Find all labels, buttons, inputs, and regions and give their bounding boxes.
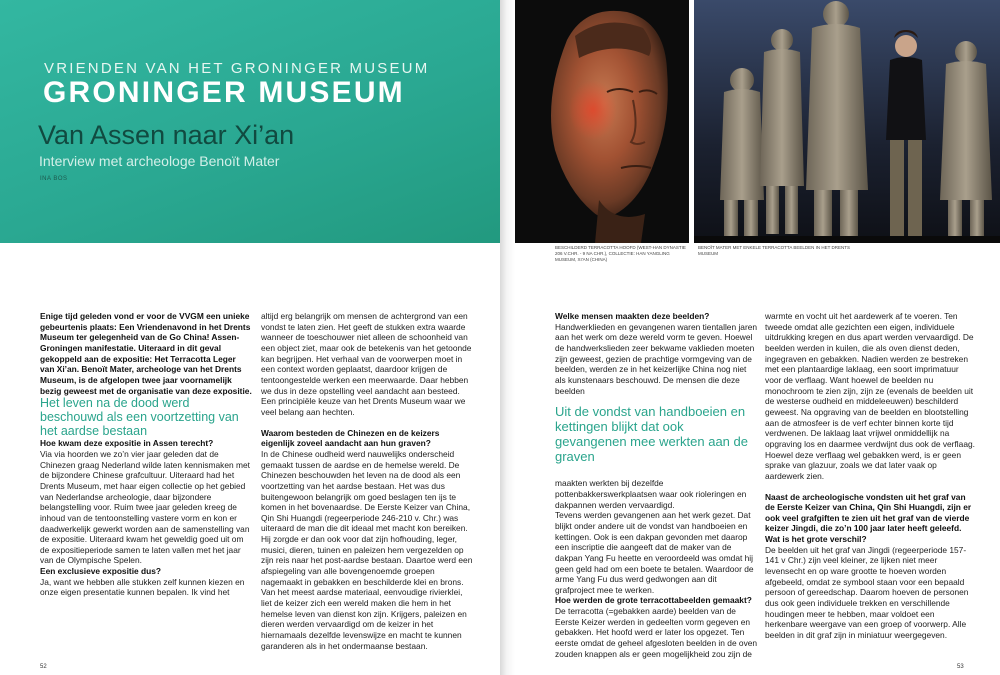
question-heading: Hoe kwam deze expositie in Assen terecht? [40,438,214,449]
question-heading: Een exclusieve expositie dus? [40,566,162,577]
body-paragraph: Tevens werden gevangenen aan het werk gezet. Dat blijkt onder andere uit de vondst van handboeien en kettingen. Ook is een dakpan gevonden met daarop een inscriptie die aangeeft dat de maker van de dakpan Yang Fu heette en veroordeeld was omdat hij geen geld had om een boete te betalen. Waardoor de arme Yang Fu dus werd gedwongen aan dit grafproject mee te werken. [555,510,754,595]
pull-quote: Uit de vondst van handboeien en kettingen blijkt dat ook gevangenen mee werkten aan de graven [555,404,748,465]
article-subtitle: Interview met archeologe Benoït Mater [39,153,280,169]
page-gutter [500,0,515,675]
answer-paragraph: In de Chinese oudheid werd nauwelijks onderscheid gemaakt tussen de aardse en de hemelse wereld. De Chinezen beschouwden het leven na de dood als een voortzetting van het aardse bestaan. Het was dus buitengewoon belangrijk om goed beslagen ten ijs te komen in het bovenaardse. De Eerste Keizer van China, Qin Shi Huangdi (regeerperiode 246-210 v. Chr.) was uiteraard de man die dit ideaal met macht kon bereiken. Hij zorgde er dan ook voor dat zijn hofhouding, leger, musici, dieren, tuinen en paleizen hem vergezelden op zijn reis naar het post-aardse bestaan. Daartoe werd een afspiegeling van alle bovengenoemde groepen nagemaakt in gebakken en beschilderde klei en brons. Van het meest aardse materiaal, eenvoudige rivierklei, liet de keizer zich een wereld maken die hem in het hemelse leven van dienst kon zijn. Krijgers, paleizen en dieren werden vervaardigd om de keizer in het hiernamaals dezelfde levenswijze en macht te kunnen garanderen als in het ondermaanse bestaan. [261,448,473,651]
photo-caption-head: BESCHILDERD TERRACOTTA HOOFD (WEST-HAN DYNASTIE 206 V.CHR. - 9 NA CHR.), COLLECTIE: HAN YANGLING MUSEUM, XI'AN (CHINA) [555,245,686,262]
author-byline: INA BOS [40,176,68,182]
warriors-image [694,0,1000,243]
question-heading: Welke mensen maakten deze beelden? [555,311,710,321]
terracotta-head-image [515,0,689,243]
answer-paragraph: De terracotta (=gebakken aarde) beelden van de Eerste Keizer werden in gedeelten vorm gegeven en gebakken. Het hoofd werd er later los opgezet. Ten eerste omdat de geheel afgesloten beelden in de oven zouden knappen als er geen mogelijkheid zou zijn de [555,606,758,659]
terracotta-head-photo [515,0,689,243]
answer-paragraph: Handwerklieden en gevangenen waren tientallen jaren aan het werk om deze wereld vorm te geven. Hoewel de handwerkslieden zeer bekwame vaklieden moeten zijn geweest, gezien de prachtige vormgeving van de beelden, werden ze in het keizerlijke China nog niet als kunstenaars beschouwd. De mensen die deze beelden [555,321,758,396]
question-heading: Waarom besteden de Chinezen en de keizers eigenlijk zoveel aandacht aan hun graven? [261,427,440,449]
answer-paragraph: De beelden uit het graf van Jingdi (regeerperiode 157-141 v Chr.) zijn veel kleiner, ze lijken niet meer levensecht en op ware grootte te hoeven worden afgebeeld, omdat ze symbool staan voor een bepaald persoon of gereedschap. Daarom hoeven de personen dus ook geen individuele trekken en verschillende houdingen meer te hebben, maar voldoet een herkenbare weergave van een groep of voorwerp. Alle beelden in dit graf zijn in miniatuur weergegeven. [765,544,969,641]
text-column-1 [40,311,252,598]
body-paragraph: warmte en vocht uit het aardewerk af te voeren. Ten tweede omdat alle gezichten een eigen, individuele uitdrukking kregen en dus apart werden vervaardigd. De beelden werden in kuilen, die als oven dienst deden, ingegraven en gebakken. Nadien werden ze bestreken met een plantaardige laklaag, een soort imprimatuur voor de verflaag. Want hoewel de beelden nu monochroom te zien zijn, zijn ze (evenals de beelden uit de westerse oudheid en middeleeuwen) beschilderd geweest. Na opgraving van de beelden en blootstelling aan de atmosfeer is de verf echter binnen korte tijd verdwenen. De laklaag laat vrijwel onmiddellijk na opgraving los en daarmee verdwijnt dus ook de verflaag. Hoewel deze verflaag wel gebakken werd, is er geen sprake van glazuur, zoals we dat later vaak op aardewerk zien. [765,311,975,481]
answer-paragraph: Via via hoorden we zo’n vier jaar geleden dat de Chinezen graag Nederland wilde laten kennismaken met de bijzondere Chinese grafcultuur. Uiteraard had het Drents Museum, met haar eigen collectie op het gebied van Nederlandse archeologie, daar bijzondere belangstelling voor. Ruim twee jaar geleden kreeg de inhoud van de tentoonstelling vastere vorm en kon er daadwerkelijk gewerkt worden aan de samenstelling van de expositie. Uiteraard kwam het geweldig goed uit om de expositieperiode samen te laten vallen met het jaar van de Olympische Spelen. [40,448,250,566]
photo-caption-warriors: BENOÏT MATER MET ENKELE TERRACOTTA BEELDEN IN HET DRENTS MUSEUM [698,245,851,256]
supertitle: VRIENDEN VAN HET GRONINGER MUSEUM [44,60,430,77]
header-banner [0,0,500,243]
text-column-4 [765,311,975,641]
question-heading: Hoe werden de grote terracottabeelden gemaakt? [555,595,752,606]
museum-name: GRONINGER MUSEUM [43,76,405,109]
text-column-2 [261,311,474,651]
body-paragraph: maakten werkten bij dezelfde pottenbakkerswerkplaatsen waar ook rioleringen en dakpannen werden vervaardigd. [555,478,747,510]
article-title: Van Assen naar Xi’an [38,120,295,150]
page-number-right: 53 [957,664,964,670]
question-heading: Naast de archeologische vondsten uit het graf van de Eerste Keizer van China, Qin Shi Huangdi, zijn er ook veel grafgiften te zien uit het graf van de vierde keizer Jingdi, die zo’n 100 jaar later heeft geleefd. Wat is het grote verschil? [765,491,972,545]
answer-paragraph: Ja, want we hebben alle stukken zelf kunnen kiezen en onze eigen presentatie kunnen bepalen. Ik vind het [40,576,245,598]
terracotta-warriors-photo [694,0,1000,243]
page-number-left: 52 [40,664,47,670]
text-column-3 [555,311,758,659]
body-paragraph: altijd erg belangrijk om mensen de achtergrond van een vondst te laten zien. Het geeft de stukken extra waarde wanneer de toeschouwer niet alleen de schoonheid van een object ziet, maar ook de betekenis van het getoonde kan begrijpen. Het verhaal van de voorwerpen moet in een context worden geplaatst, daardoor krijgen de tentoongestelde werken een meerwaarde. Daar hebben we dus in deze opstelling veel aandacht aan besteed. Een principiële keuze van het Drents Museum waar we veel belang aan hechten. [261,311,472,417]
pull-quote: Het leven na de dood werd beschouwd als een voortzetting van het aardse bestaan [40,396,239,439]
intro-paragraph: Enige tijd geleden vond er voor de VVGM een unieke gebeurtenis plaats: Een Vriendenavond in het Drents Museum ter gelegenheid van de Go China! Assen-Groningen manifestatie. Uiteraard in dit geval gekoppeld aan de expositie: Het Terracotta Leger van Xi’an. Benoït Mater, archeologe van het Drents Museum, is de afgelopen twee jaar voornamelijk bezig geweest met de organisatie van deze expositie. [40,311,252,396]
